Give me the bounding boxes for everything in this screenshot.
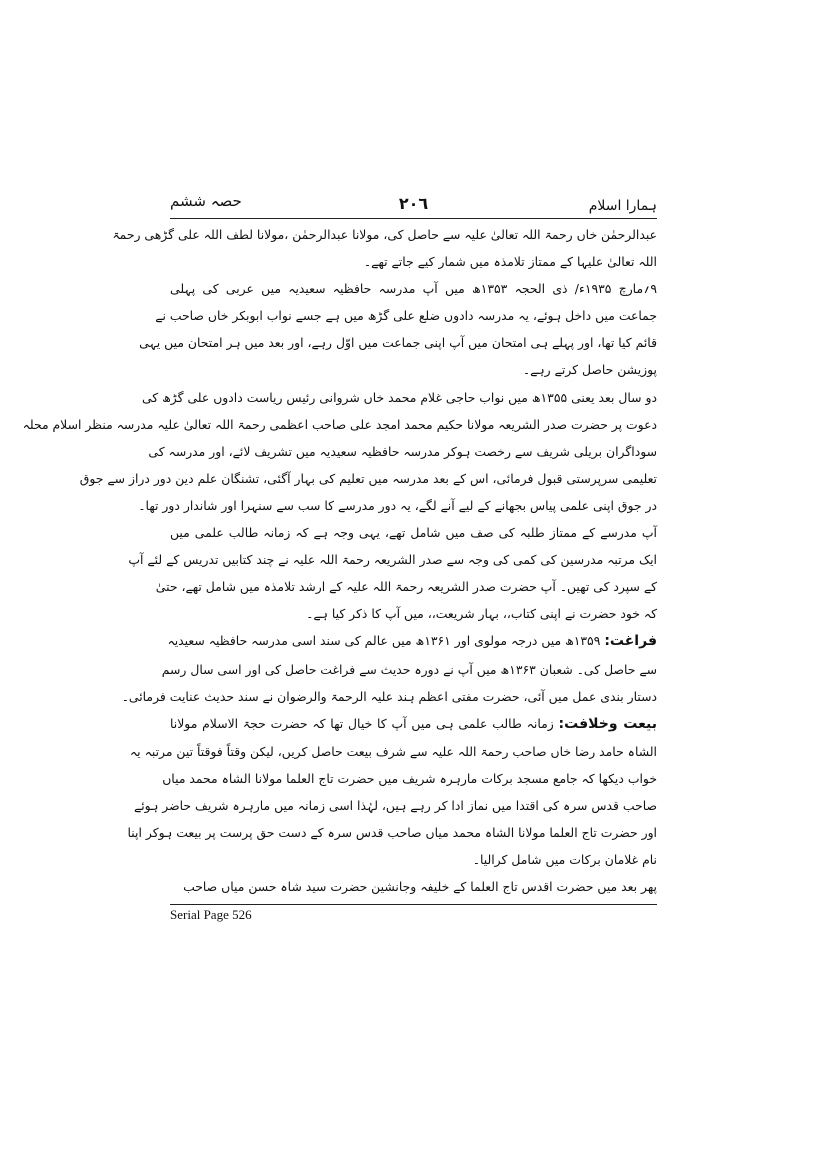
line-text: قائم کیا تھا، اور پہلے ہی امتحان میں آپ اپنی جماعت میں اوّل رہے، اور بعد میں ہر امتحان میں یہی [139, 335, 657, 351]
line-text: عبدالرحمٰن خاں رحمۃ اللہ تعالیٰ علیہ سے حاصل کی، مولانا عبدالرحمٰن ،مولانا لطف اللہ علی گڑھی رحمۃ [112, 227, 657, 242]
text-line [112, 221, 657, 248]
paragraph [22, 384, 657, 519]
line-text: صاحب قدس سرہ کی اقتدا میں نماز ادا کر رہے ہیں، لہٰذا اسی زمانہ میں مارہرہ شریف حاضر ہوئے [133, 797, 657, 813]
line-text: سے حاصل کی۔ شعبان ۱۳۶۳ھ میں آپ نے دورہ حدیث سے فراغت حاصل کی اور اسی سال رسم [161, 661, 657, 677]
text-line [155, 573, 657, 600]
text-line [139, 329, 657, 356]
text-line [148, 438, 657, 465]
line-text: آپ مدرسے کے ممتاز طلبہ کی صف میں شامل تھے، یہی وجہ ہے کہ زمانہ طالب علمی میں [170, 525, 657, 541]
text-line [167, 627, 657, 655]
line-text: نام غلامان برکات میں شامل کرالیا۔ [472, 852, 657, 868]
part-label: حصہ ششم [170, 192, 242, 210]
line-text: در جوق اپنی علمی پیاس بجھانے کے لیے آنے لگے، یہ دور مدرسے کا سب سے سنہرا اور شاندار دور تھا۔ [138, 497, 657, 513]
text-line [170, 846, 657, 873]
line-text: زمانہ طالب علمی ہی میں آپ کا خیال تھا کہ حضرت حجۃ الاسلام مولانا [170, 715, 554, 731]
book-page [22, 192, 658, 923]
line-text: تعلیمی سرپرستی قبول فرمائی، اس کے بعد مدرسہ میں تعلیم کی بہار آگئی، تشنگان علم دین دور دراز سے جوق [79, 470, 657, 486]
footer-rule [170, 904, 657, 905]
page-header [170, 192, 657, 219]
paragraph [112, 221, 657, 275]
line-text: دعوت پر حضرت صدر الشریعہ مولانا حکیم محمد امجد علی صاحب اعظمی رحمۃ اللہ تعالیٰ علیہ مدرسہ منظر اسلام محلہ [22, 416, 657, 432]
text-line [162, 765, 657, 792]
line-text: ۹؍مارچ ۱۹۳۵ء/ ذی الحجہ ۱۳۵۳ھ میں آپ مدرسہ حافظیہ سعیدیہ میں عربی کی پہلی [170, 281, 658, 297]
text-line [170, 519, 657, 546]
text-line [170, 600, 657, 627]
line-text: سوداگران بریلی شریف سے رخصت ہوکر مدرسہ حافظیہ سعیدیہ میں تشریف لائے، اور مدرسہ کی [148, 443, 657, 459]
line-text: دو سال بعد یعنی ۱۳۵۵ھ میں نواب حاجی غلام محمد خاں شروانی رئیس ریاست دادوں علی گڑھ کی [141, 389, 657, 405]
text-line [129, 738, 657, 765]
section-heading: فراغت: [604, 633, 657, 650]
text-line [128, 546, 657, 573]
line-text: الشاہ حامد رضا خاں صاحب رحمۃ اللہ علیہ سے شرف بیعت حاصل کریں، لیکن وقتاً فوقتاً تین مرتبہ یہ [129, 743, 657, 759]
text-line [138, 492, 657, 519]
line-text: اللہ تعالیٰ علیہا کے ممتاز تلامذہ میں شمار کیے جاتے تھے۔ [363, 254, 657, 270]
line-text: کہ خود حضرت نے اپنی کتاب،، بہار شریعت،، میں آپ کا ذکر کیا ہے۔ [306, 606, 657, 622]
text-line [155, 302, 657, 329]
paragraph [170, 873, 657, 900]
page-number: ٢٠٦ [398, 194, 429, 213]
line-text: دستار بندی عمل میں آئی، حضرت مفتی اعظم ہند علیہ الرحمۃ والرضوان نے سند حدیث عنایت فرمائی۔ [121, 688, 657, 704]
page-body [22, 221, 658, 900]
line-text: خواب دیکھا کہ جامع مسجد برکات مارہرہ شریف میں حضرت تاج العلما مولانا الشاہ محمد میاں [162, 770, 657, 786]
line-text: کے سپرد کی تھیں۔ آپ حضرت صدر الشریعہ رحمۃ اللہ علیہ کے ارشد تلامذہ میں شامل تھے، حتیٰ [155, 579, 657, 595]
text-line [121, 683, 657, 710]
line-text: جماعت میں داخل ہوئے، یہ مدرسہ دادوں ضلع علی گڑھ میں ہے جسے نواب ابوبکر خاں صاحب نے [155, 308, 657, 324]
text-line [170, 710, 657, 738]
paragraph [121, 627, 657, 709]
text-line [170, 275, 657, 302]
line-text: ۱۳۵۹ھ میں درجہ مولوی اور ۱۳۶۱ھ میں عالم کی سند اسی مدرسہ حافظیہ سعیدیہ [167, 633, 601, 649]
book-title: ہمارا اسلام [588, 198, 657, 214]
paragraph [128, 519, 657, 627]
text-line [170, 356, 657, 383]
paragraph [127, 710, 657, 874]
text-line [133, 792, 657, 819]
text-line [79, 465, 657, 492]
text-line [170, 873, 657, 900]
line-text: پوزیشن حاصل کرتے رہے۔ [522, 362, 657, 378]
serial-page-label: Serial Page 526 [170, 907, 252, 923]
text-line [141, 384, 657, 411]
section-heading: بیعت وخلافت: [558, 715, 657, 732]
line-text: پھر بعد میں حضرت اقدس تاج العلما کے خلیفہ وجانشین حضرت سید شاہ حسن میاں صاحب [183, 879, 657, 895]
text-line [170, 248, 657, 275]
line-text: ایک مرتبہ مدرسین کی کمی کی وجہ سے صدر الشریعہ رحمۃ اللہ علیہ نے چند کتابیں تدریس کے لئے آپ [128, 552, 657, 568]
paragraph [139, 275, 658, 383]
text-line [161, 656, 657, 683]
line-text: اور حضرت تاج العلما مولانا الشاہ محمد میاں صاحب قدس سرہ کے دست حق پرست پر بیعت ہوکر اپنا [127, 825, 657, 841]
text-line [22, 411, 657, 438]
text-line [127, 819, 657, 846]
